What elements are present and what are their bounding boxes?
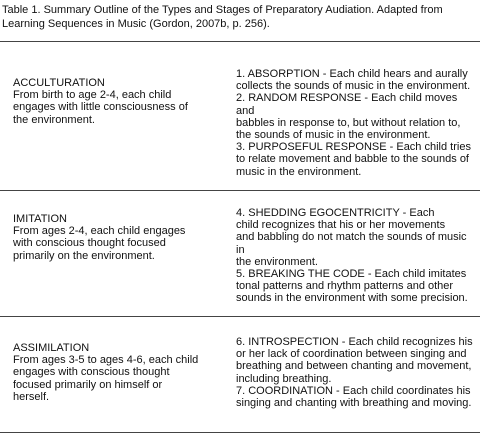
stage-line: 5. BREAKING THE CODE - Each child imitates (236, 268, 467, 281)
stage-line: 6. INTROSPECTION - Each child recognizes his (236, 336, 473, 348)
type-name: ASSIMILATION (13, 342, 90, 354)
stage-line: child recognizes that his or her movements (236, 219, 446, 232)
table-caption (2, 3, 476, 31)
stage-line: the environment. (236, 255, 318, 268)
stage-line: the sounds of music in the environment. (236, 129, 431, 142)
stage-line: tonal patterns and rhythm patterns and other (236, 280, 454, 293)
stages-cell-assimilation (236, 336, 476, 409)
type-description-line: From ages 2-4, each child engages (13, 225, 186, 238)
type-cell-assimilation (13, 342, 228, 403)
stage-line: 2. RANDOM RESPONSE - Each child moves and (236, 92, 458, 117)
stage-line: singing and chanting with breathing and moving. (236, 397, 472, 410)
type-description-line: focused primarily on himself or (13, 378, 163, 391)
type-description-line: engages with little consciousness of (13, 101, 188, 114)
type-description-line: primarily on the environment. (13, 249, 155, 262)
type-cell-imitation (13, 213, 228, 262)
table-bottom-rule (0, 432, 480, 433)
stage-line: babbles in response to, but without relation to, (236, 116, 461, 129)
stage-line: 1. ABSORPTION - Each child hears and aurally (236, 68, 468, 80)
stage-line: 3. PURPOSEFUL RESPONSE - Each child tries (236, 141, 471, 154)
table-top-rule (0, 41, 480, 42)
type-description-line: From birth to age 2-4, each child (13, 89, 172, 102)
type-name: ACCULTURATION (13, 77, 105, 89)
row-divider (0, 190, 480, 191)
type-description-line: herself. (13, 390, 50, 403)
stage-line: and babbling do not match the sounds of music in (236, 231, 467, 256)
stage-line: music in the environment. (236, 165, 362, 178)
type-cell-acculturation (13, 77, 228, 126)
type-description-line: the environment. (13, 113, 95, 126)
stage-line: 7. COORDINATION - Each child coordinates his (236, 384, 471, 397)
row-divider (0, 316, 480, 317)
caption-line: Learning Sequences in Music (Gordon, 2007b, p. 256). (2, 18, 270, 30)
stage-line: to relate movement and babble to the sounds of (236, 153, 469, 166)
type-description-line: From ages 3-5 to ages 4-6, each child (13, 354, 199, 367)
stage-line: including breathing. (236, 372, 332, 385)
type-description-line: engages with conscious thought (13, 366, 170, 379)
stages-cell-acculturation (236, 68, 476, 178)
stages-cell-imitation (236, 207, 476, 305)
stage-line: sounds in the environment with some precision. (236, 292, 468, 305)
type-name: IMITATION (13, 213, 67, 225)
type-description-line: with conscious thought focused (13, 237, 166, 250)
stage-line: 4. SHEDDING EGOCENTRICITY - Each (236, 207, 435, 219)
caption-line: Table 1. Summary Outline of the Types and Stages of Preparatory Audiation. Adapted from (2, 4, 443, 16)
stage-line: breathing and between chanting and movement, (236, 360, 472, 373)
stage-line: collects the sounds of music in the environment. (236, 80, 471, 93)
stage-line: or her lack of coordination between singing and (236, 348, 467, 361)
